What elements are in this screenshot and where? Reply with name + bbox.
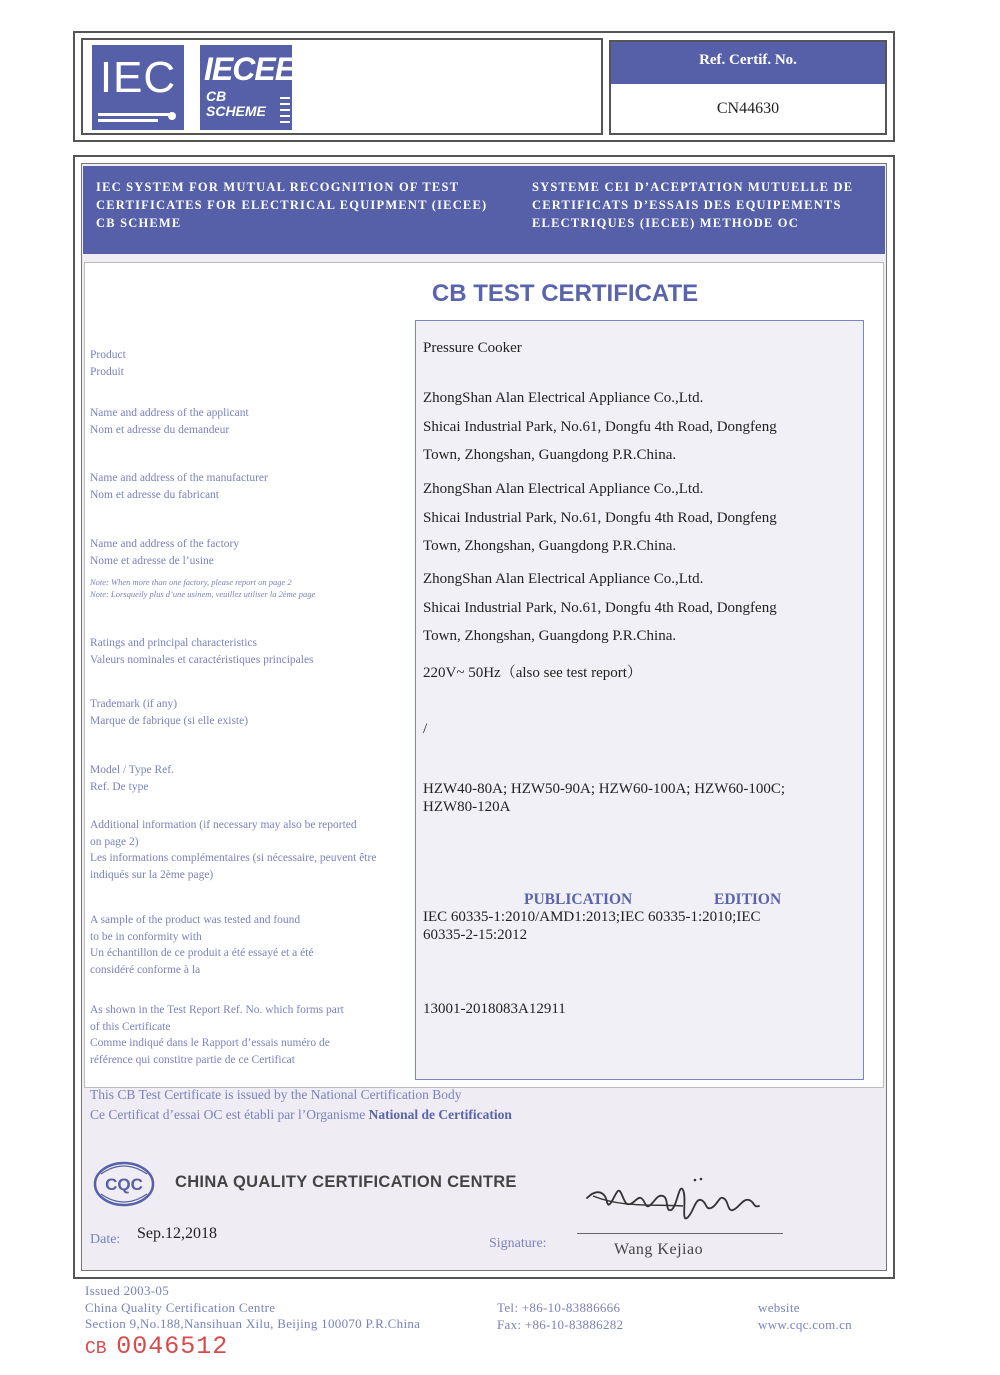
- value-trademark: /: [423, 721, 428, 737]
- footer-address: Section 9,No.188,Nansihuan Xilu, Beijing 100070 P.R.China: [85, 1316, 421, 1331]
- label-line: Product: [90, 349, 126, 361]
- footer-contact: [497, 1300, 623, 1333]
- footer-issued: Issued 2003-05: [85, 1283, 169, 1298]
- ref-certificate-label: Ref. Certif. No.: [611, 42, 885, 84]
- value-product: Pressure Cooker: [423, 340, 522, 356]
- label-line: to be in conformity with: [90, 930, 202, 943]
- footer-fax: Fax: +86-10-83886282: [497, 1316, 624, 1332]
- issue-date: Sep.12,2018: [137, 1225, 217, 1242]
- issuer-name: CHINA QUALITY CERTIFICATION CENTRE: [175, 1173, 517, 1191]
- value-factory: [423, 565, 777, 651]
- label-product: [90, 347, 126, 380]
- value-standards: [423, 908, 761, 944]
- issued-by-bold: National de Certification: [368, 1107, 512, 1122]
- scheme-banner: [83, 166, 885, 254]
- banner-french-line: CERTIFICATS D’ESSAIS DES EQUIPEMENTS: [532, 198, 842, 212]
- value-ratings: 220V~ 50Hz（also see test report）: [423, 665, 642, 681]
- address-line: ZhongShan Alan Electrical Appliance Co.,Ltd.: [423, 481, 704, 497]
- certificate-title: CB TEST CERTIFICATE: [431, 280, 699, 307]
- label-applicant: [90, 405, 249, 438]
- publication-label: PUBLICATION: [524, 891, 633, 908]
- label-line: Name and address of the manufacturer: [90, 472, 268, 484]
- address-line: Shicai Industrial Park, No.61, Dongfu 4th Road, Dongfeng: [423, 509, 777, 526]
- label-line: Model / Type Ref.: [90, 764, 174, 776]
- iec-logo: [92, 45, 184, 130]
- label-factory: [90, 536, 239, 569]
- cb-number: 0046512: [116, 1332, 229, 1361]
- logo-stripe: [280, 97, 290, 99]
- cb-serial-number: [85, 1332, 228, 1361]
- label-trademark: [90, 696, 248, 729]
- label-line: Marque de fabrique (si elle existe): [90, 714, 249, 727]
- footer-website-url: www.cqc.com.cn: [758, 1316, 852, 1332]
- iec-logo-text: IEC: [99, 53, 177, 102]
- logo-stripe: [280, 103, 290, 105]
- handwritten-signature: [583, 1168, 773, 1228]
- banner-french-line: SYSTEME CEI D’ACEPTATION MUTUELLE DE: [532, 180, 854, 194]
- logo-stripe: [280, 121, 290, 123]
- value-applicant: [423, 384, 777, 470]
- value-manufacturer: [423, 475, 777, 561]
- label-line: of this Certificate: [90, 1020, 171, 1033]
- label-line: Nom et adresse du demandeur: [90, 423, 230, 436]
- iecee-logo-sub: [206, 89, 266, 119]
- ref-certificate-number: CN44630: [716, 100, 780, 117]
- label-line: indiqués sur la 2ème page): [90, 868, 214, 881]
- label-line: A sample of the product was tested and found: [90, 914, 301, 926]
- address-line: Town, Zhongshan, Guangdong P.R.China.: [423, 628, 677, 644]
- label-manufacturer: [90, 470, 268, 503]
- logo-stripe: [280, 115, 290, 117]
- label-line: Name and address of the factory: [90, 538, 240, 550]
- model-line: HZW40-80A; HZW50-90A; HZW60-100A; HZW60-100C;: [423, 781, 786, 797]
- address-line: Shicai Industrial Park, No.61, Dongfu 4th Road, Dongfeng: [423, 418, 777, 435]
- cqc-logo: [93, 1160, 155, 1208]
- issued-by: [90, 1085, 512, 1125]
- label-line: Trademark (if any): [90, 698, 178, 710]
- cqc-logo-text: CQC: [105, 1175, 143, 1194]
- footer-tel: Tel: +86-10-83886666: [497, 1300, 621, 1315]
- label-line: Nome et adresse de l’usine: [90, 554, 214, 567]
- iecee-logo-title: IECEE: [204, 51, 296, 87]
- address-line: Shicai Industrial Park, No.61, Dongfu 4th Road, Dongfeng: [423, 599, 777, 616]
- standards-line: IEC 60335-1:2010/AMD1:2013;IEC 60335-1:2010;IEC: [423, 909, 761, 925]
- label-model: [90, 762, 174, 795]
- label-line: Un échantillon de ce produit a été essayé et a été: [90, 947, 314, 959]
- address-line: Town, Zhongshan, Guangdong P.R.China.: [423, 538, 677, 554]
- value-model: [423, 780, 785, 816]
- label-line: Les informations complémentaires (si nécessaire, peuvent être: [90, 852, 377, 864]
- label-line: Ratings and principal characteristics: [90, 637, 258, 649]
- label-line: Valeurs nominales et caractéristiques principales: [90, 653, 314, 666]
- date-label: Date:: [90, 1232, 121, 1247]
- banner-english: [96, 178, 516, 232]
- note-line: Note: Lorsqueily plus d’une usinem, veuillez utiliser la 2ème page: [90, 589, 316, 599]
- label-line: référence qui constitre partie de ce Certificat: [90, 1053, 295, 1066]
- issued-by-line: This CB Test Certificate is issued by the National Certification Body: [90, 1087, 462, 1102]
- signatory-name: Wang Kejiao: [614, 1241, 704, 1258]
- label-sample: [90, 912, 314, 978]
- address-line: Town, Zhongshan, Guangdong P.R.China.: [423, 447, 677, 463]
- standards-line: 60335-2-15:2012: [423, 927, 528, 943]
- label-ratings: [90, 635, 314, 668]
- label-line: on page 2): [90, 835, 139, 848]
- banner-french-line: ELECTRIQUES (IECEE) METHODE OC: [532, 216, 799, 230]
- address-line: ZhongShan Alan Electrical Appliance Co.,Ltd.: [423, 571, 704, 587]
- iecee-logo-sub2: SCHEME: [206, 103, 266, 119]
- signature-line: [577, 1233, 783, 1234]
- label-line: Comme indiqué dans le Rapport d’essais numéro de: [90, 1037, 330, 1049]
- logo-stripe: [280, 109, 290, 111]
- label-line: Name and address of the applicant: [90, 407, 249, 419]
- label-additional: [90, 817, 376, 883]
- banner-french: [532, 178, 872, 232]
- iec-logo-bar: [98, 113, 170, 116]
- label-line: Ref. De type: [90, 780, 149, 793]
- cb-prefix: CB: [85, 1339, 107, 1359]
- label-factory-note: [90, 576, 315, 600]
- iec-logo-dot: [168, 112, 176, 120]
- footer-issuer-info: [85, 1283, 420, 1333]
- address-line: ZhongShan Alan Electrical Appliance Co.,Ltd.: [423, 390, 704, 406]
- label-line: Additional information (if necessary may also be reported: [90, 819, 357, 831]
- iecee-logo-sub1: CB: [206, 88, 227, 104]
- value-report-number: 13001-2018083A12911: [423, 1001, 566, 1017]
- label-line: considéré conforme à la: [90, 963, 201, 976]
- banner-english-line: CERTIFICATES FOR ELECTRICAL EQUIPMENT (IECEE): [96, 198, 488, 212]
- issued-by-line: [90, 1105, 512, 1125]
- footer-org: China Quality Certification Centre: [85, 1299, 276, 1315]
- edition-label: EDITION: [714, 891, 782, 908]
- issued-by-prefix: Ce Certificat d’essai OC est établi par l’Organisme: [90, 1107, 369, 1122]
- label-line: Nom et adresse du fabricant: [90, 488, 220, 501]
- signature-label: Signature:: [489, 1236, 547, 1251]
- iec-logo-bar: [98, 119, 158, 122]
- footer-website: [758, 1300, 852, 1333]
- label-line: As shown in the Test Report Ref. No. which forms part: [90, 1004, 344, 1016]
- banner-english-line: IEC SYSTEM FOR MUTUAL RECOGNITION OF TEST: [96, 180, 460, 194]
- note-line: Note: When more than one factory, please report on page 2: [90, 577, 292, 587]
- iecee-cb-scheme-logo: [200, 45, 296, 130]
- footer-website-label: website: [758, 1300, 800, 1315]
- label-report: [90, 1002, 344, 1068]
- model-line: HZW80-120A: [423, 799, 511, 815]
- banner-english-line: CB SCHEME: [96, 216, 182, 230]
- label-line: Produit: [90, 365, 124, 378]
